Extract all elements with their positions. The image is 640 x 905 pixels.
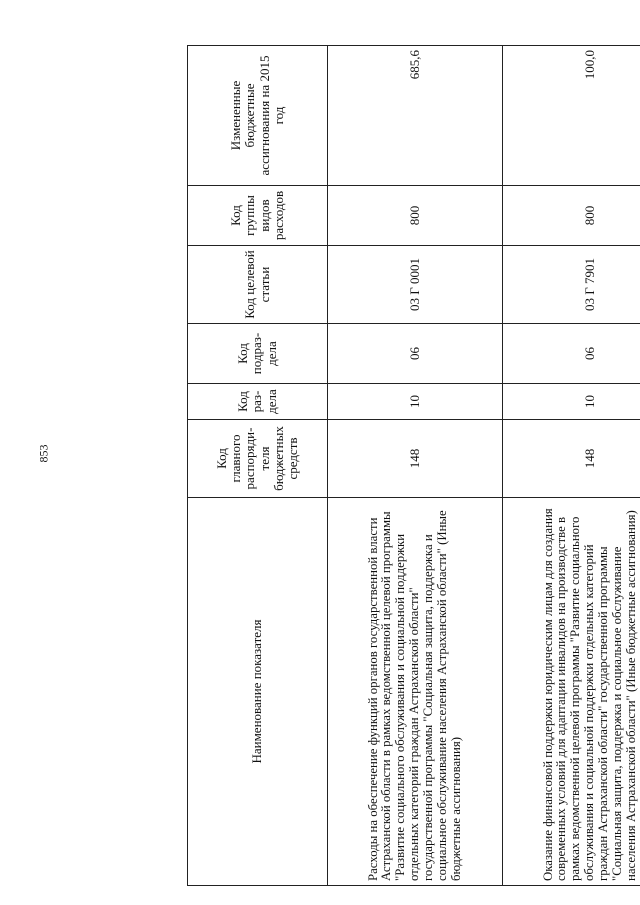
row-name: Оказание финансовой поддержки юридическим лицам для создания современных условий для адаптации инвалидов на производстве в рамках ведомственной целевой программы "Развитие социального обслуживания и социальной поддержки отдельных категорий граждан Астраханской области" государственной программы "Социальная защита, поддержка и социальное обслуживание населения Астраханской области" (Иные бюджетные ассигнования)	[503, 498, 640, 886]
row-celevaya-code: 03 Г 0001	[328, 246, 503, 324]
table-rotated-container	[187, 46, 640, 886]
table-header-row	[188, 46, 328, 886]
header-celevaya-code: Код целевой статьи	[188, 246, 328, 324]
row-glavny-code: 148	[503, 420, 640, 498]
row-name: Расходы на обеспечение функций органов государственной власти Астраханской области в рамках ведомственной целевой программы "Развитие социального обслуживания и социальной поддержки отдельных категорий граждан Астраханской области" государственной программы "Социальная защита, поддержка и социальное обслуживание населения Астраханской области" (Иные бюджетные ассигнования)	[328, 498, 503, 886]
header-glavny-code: Код главного распоряди- теля бюджетных средств	[188, 420, 328, 498]
row-amount: 100,0	[503, 46, 640, 186]
header-vid-code: Код группы видов расходов	[188, 186, 328, 246]
row-amount: 685,6	[328, 46, 503, 186]
row-vid-code: 800	[503, 186, 640, 246]
row-celevaya-code: 03 Г 7901	[503, 246, 640, 324]
header-name: Наименование показателя	[188, 498, 328, 886]
row-razdel-code: 10	[503, 384, 640, 420]
table-row	[328, 46, 503, 886]
row-glavny-code: 148	[328, 420, 503, 498]
row-podrazdel-code: 06	[503, 324, 640, 384]
header-razdel-code: Код раз- дела	[188, 384, 328, 420]
budget-table	[187, 45, 640, 886]
table-wrapper	[187, 46, 640, 886]
row-podrazdel-code: 06	[328, 324, 503, 384]
row-vid-code: 800	[328, 186, 503, 246]
header-podrazdel-code: Код подраз- дела	[188, 324, 328, 384]
table-row	[503, 46, 640, 886]
header-amount: Измененные бюджетные ассигнования на 2015 год	[188, 46, 328, 186]
row-razdel-code: 10	[328, 384, 503, 420]
page-number: 853	[36, 444, 51, 463]
